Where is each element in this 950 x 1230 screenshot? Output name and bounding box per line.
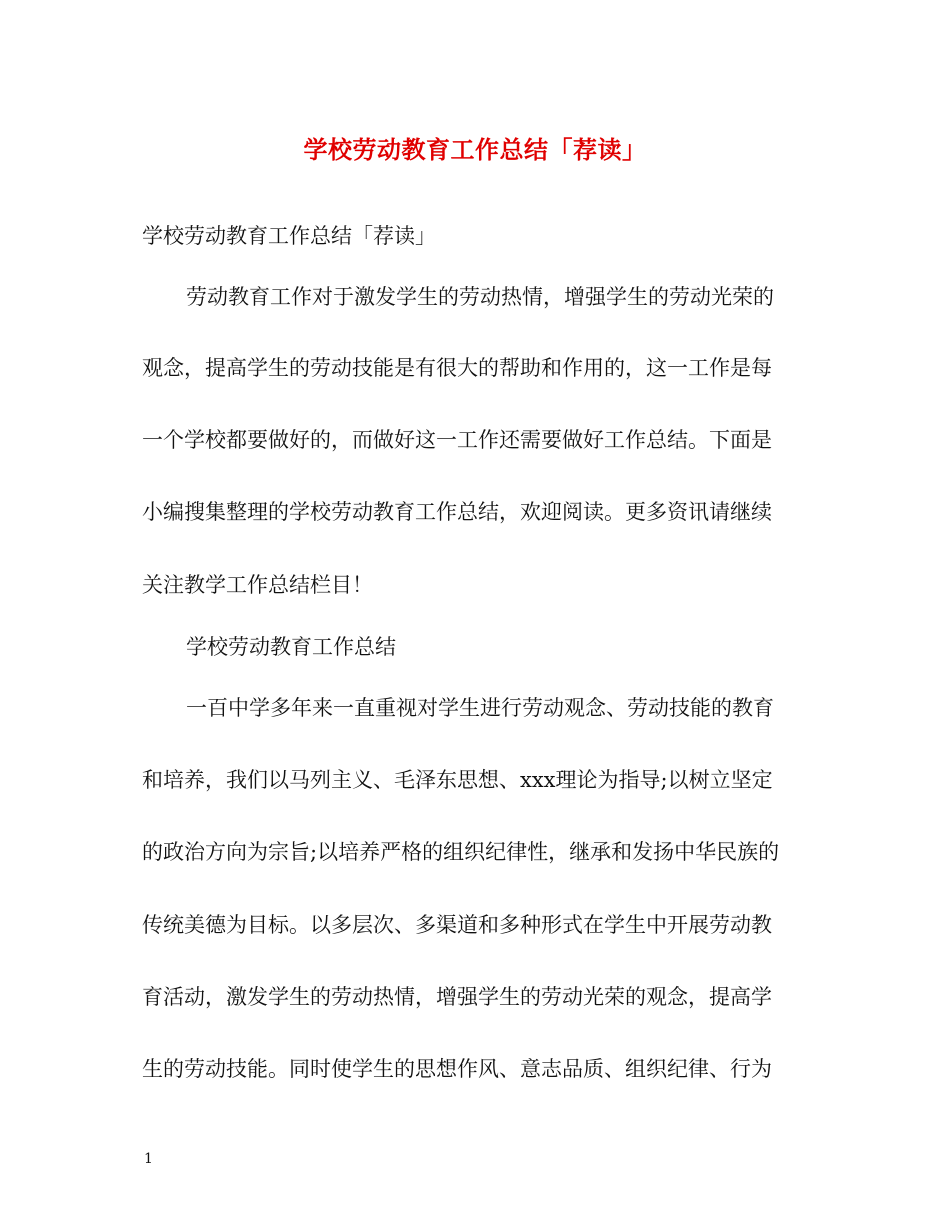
paragraph-line: 和培养，我们以马列主义、毛泽东思想、xxx理论为指导;以树立坚定 [142,768,773,792]
paragraph-line: 观念，提高学生的劳动技能是有很大的帮助和作用的，这一工作是每 [142,356,772,380]
document-title: 学校劳动教育工作总结「荐读」 [303,135,647,164]
subtitle-line: 学校劳动教育工作总结「荐读」 [142,224,436,248]
page-number: 1 [144,1151,153,1167]
paragraph-line: 一个学校都要做好的，而做好这一工作还需要做好工作总结。下面是 [142,428,772,452]
paragraph-line: 小编搜集整理的学校劳动教育工作总结，欢迎阅读。更多资讯请继续 [142,500,772,524]
paragraph-line: 关注教学工作总结栏目！ [142,573,373,597]
paragraph-line: 传统美德为目标。以多层次、多渠道和多种形式在学生中开展劳动教 [142,913,772,937]
paragraph-line: 生的劳动技能。同时使学生的思想作风、意志品质、组织纪律、行为 [142,1057,772,1081]
paragraph-line: 劳动教育工作对于激发学生的劳动热情，增强学生的劳动光荣的 [186,285,774,309]
paragraph-line: 一百中学多年来一直重视对学生进行劳动观念、劳动技能的教育 [186,696,774,720]
paragraph-line: 育活动，激发学生的劳动热情，增强学生的劳动光荣的观念，提高学 [142,985,772,1009]
paragraph-line: 的政治方向为宗旨;以培养严格的组织纪律性，继承和发扬中华民族的 [142,840,780,864]
section-heading: 学校劳动教育工作总结 [186,635,396,659]
